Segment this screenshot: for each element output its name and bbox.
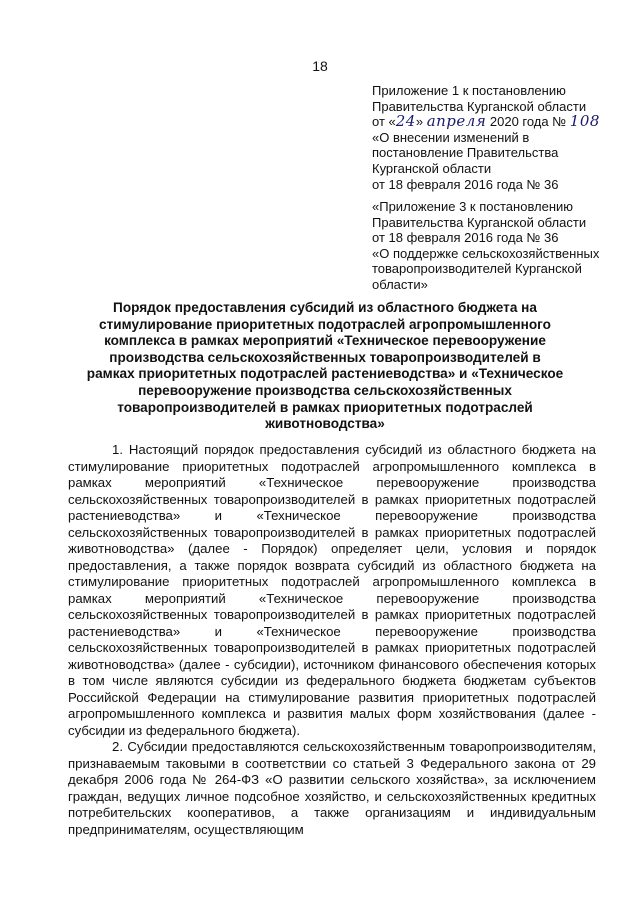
appendix-3-line6: области» — [372, 276, 428, 292]
appendix-1-line3 — [372, 114, 622, 130]
appendix-1-header — [372, 83, 622, 192]
appendix-3-line3: от 18 февраля 2016 года № 36 — [372, 230, 559, 246]
paragraph-2: 2. Субсидии предоставляются сельскохозяйственным товаропроизводителям, признаваемым таковыми в соответствии со статьей 3 Федерального закона от 29 декабря 2006 года № 264-ФЗ «О развитии сельского хозяйства», за исключением граждан, ведущих личное подсобное хозяйство, и сельскохозяйственных кредитных потребительских кооперативов, а также организациям и индивидуальным предпринимателям, осуществляющим — [68, 739, 596, 837]
appendix-3-line4: «О поддержке сельскохозяйственных — [372, 245, 600, 261]
appendix-1-line5: постановление Правительства — [372, 145, 559, 161]
appendix-1-line1: Приложение 1 к постановлению — [372, 83, 566, 98]
handwritten-day: 24 — [395, 112, 416, 131]
appendix-1-line4: «О внесении изменений в — [372, 129, 530, 145]
paragraph-1: 1. Настоящий порядок предоставления субсидий из областного бюджета на стимулирование приоритетных подотраслей агропромышленного комплекса в рамках мероприятий «Техническое перевооружение производства сельскохозяйственных товаропроизводителей в рамках приоритетных подотраслей растениеводства» и «Техническое перевооружение производства сельскохозяйственных товаропроизводителей в рамках приоритетных подотраслей животноводства» (далее - Порядок) определяет цели, условия и порядок предоставления, а также порядок возврата субсидий из областного бюджета на стимулирование приоритетных подотраслей агропромышленного комплекса в рамках мероприятий «Техническое перевооружение производства сельскохозяйственных товаропроизводителей в рамках приоритетных подотраслей растениеводства» и «Техническое перевооружение производства сельскохозяйственных товаропроизводителей в рамках приоритетных подотраслей животноводства» (далее - субсидии), источником финансового обеспечения которых в том числе являются субсидии из федерального бюджета бюджетам субъектов Российской Федерации на стимулирование развития приоритетных подотраслей агропромышленного комплекса и развития малых форм хозяйствования (далее - субсидии из федерального бюджета). — [68, 442, 596, 738]
date-year: 2020 года № — [486, 114, 570, 130]
page-number: 18 — [312, 58, 328, 74]
date-prefix: от « — [372, 114, 396, 130]
date-mid: » — [415, 114, 427, 130]
document-body — [68, 442, 596, 838]
document-title: Порядок предоставления субсидий из областного бюджета на стимулирование приоритетных подотраслей агропромышленного комплекса в рамках мероприятий «Техническое перевооружение производства сельскохозяйственных товаропроизводителей в рамках приоритетных подотраслей растениеводства» и «Техническое перевооружение производства сельскохозяйственных товаропроизводителей в рамках приоритетных подотраслей животноводства» — [86, 300, 564, 432]
appendix-3-line2: Правительства Курганской области — [372, 214, 587, 230]
appendix-1-line7: от 18 февраля 2016 года № 36 — [372, 176, 559, 192]
appendix-3-line5: товаропроизводителей Курганской — [372, 261, 582, 277]
appendix-1-line6: Курганской области — [372, 160, 492, 176]
appendix-3-line1: «Приложение 3 к постановлению — [372, 199, 574, 214]
appendix-1-line2: Правительства Курганской области — [372, 98, 587, 114]
appendix-3-header — [372, 199, 622, 293]
handwritten-month: апреля — [426, 112, 487, 131]
handwritten-number: 108 — [569, 112, 600, 131]
